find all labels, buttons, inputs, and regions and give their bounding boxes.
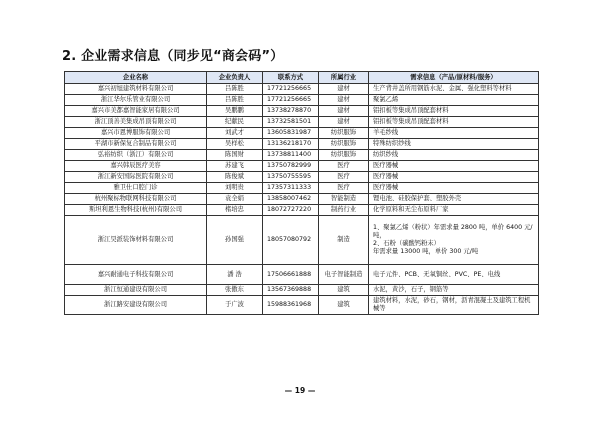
cell-industry: 建材 (319, 106, 369, 117)
cell-phone: 17357311333 (263, 183, 319, 194)
cell-need: 医疗器械 (369, 183, 539, 194)
table-row (65, 183, 539, 194)
table-row (65, 265, 539, 285)
cell-company-name: 浙江路安建设有限公司 (65, 296, 207, 315)
section-title: 2. 企业需求信息（同步见“商会码”） (62, 49, 284, 64)
cell-company-name: 浙江顶善美集成吊顶有限公司 (65, 117, 207, 128)
cell-industry: 建材 (319, 84, 369, 95)
table-row (65, 106, 539, 117)
cell-need: 化学原料和无尘布原料厂家 (369, 205, 539, 216)
cell-industry: 建材 (319, 95, 369, 106)
cell-need: 医疗器械 (369, 172, 539, 183)
table-row (65, 117, 539, 128)
cell-company-name: 浙江昊派装饰材料有限公司 (65, 216, 207, 265)
cell-phone: 17506661888 (263, 265, 319, 285)
cell-person: 孙国强 (207, 216, 263, 265)
cell-phone: 18057080792 (263, 216, 319, 265)
cell-phone: 13738278870 (263, 106, 319, 117)
cell-phone: 13750782999 (263, 161, 319, 172)
header-need: 需求信息（产品/原材料/服务） (369, 72, 539, 84)
cell-industry: 智能制造 (319, 194, 369, 205)
cell-company-name: 嘉兴市恩博服饰有限公司 (65, 128, 207, 139)
table-header-row (65, 72, 539, 84)
cell-company-name: 雅卫仕口腔门诊 (65, 183, 207, 194)
cell-person: 于广波 (207, 296, 263, 315)
cell-need: 铝扣板等集成吊顶配套材料 (369, 106, 539, 117)
cell-company-name: 平湖市新保复合制品有限公司 (65, 139, 207, 150)
cell-industry: 纺织服饰 (319, 150, 369, 161)
cell-company-name: 嘉兴韩辰医疗美容 (65, 161, 207, 172)
cell-industry: 建材 (319, 117, 369, 128)
table-row (65, 216, 539, 265)
cell-need: 纺织纱线 (369, 150, 539, 161)
table-row (65, 285, 539, 296)
table-row (65, 95, 539, 106)
cell-company-name: 嘉兴初旭建筑材料有限公司 (65, 84, 207, 95)
cell-industry: 医疗 (319, 183, 369, 194)
cell-person: 楮培忠 (207, 205, 263, 216)
cell-phone: 17721256665 (263, 84, 319, 95)
cell-need: 电子元件、PCB、无氧铜丝、PVC、PE、电线 (369, 265, 539, 285)
page-number-text: — 19 — (284, 386, 316, 395)
cell-industry: 制造 (319, 216, 369, 265)
cell-need: 建筑材料，水泥，砂石，钢材，沥青混凝土及建筑工程机械等 (369, 296, 539, 315)
cell-need: 聚氯乙烯 (369, 95, 539, 106)
cell-need: 羊毛纱线 (369, 128, 539, 139)
cell-company-name: 嘉兴耐通电子科技有限公司 (65, 265, 207, 285)
cell-company-name: 浙江恒通建设有限公司 (65, 285, 207, 296)
cell-person: 袁全娟 (207, 194, 263, 205)
cell-phone: 13732581501 (263, 117, 319, 128)
cell-company-name: 斯坦利恩生物科技(杭州)有限公司 (65, 205, 207, 216)
header-company-name: 企业名称 (65, 72, 207, 84)
table-row (65, 296, 539, 315)
cell-person: 吕陈胜 (207, 95, 263, 106)
cell-industry: 医疗 (319, 161, 369, 172)
cell-phone: 13567369888 (263, 285, 319, 296)
page-number (0, 386, 600, 395)
header-person: 企业负责人 (207, 72, 263, 84)
cell-person: 吴样松 (207, 139, 263, 150)
cell-person: 陈俊斌 (207, 172, 263, 183)
cell-phone: 15988361968 (263, 296, 319, 315)
table-row (65, 139, 539, 150)
table-row (65, 128, 539, 139)
cell-industry: 纺织服饰 (319, 139, 369, 150)
cell-person: 吕陈胜 (207, 84, 263, 95)
cell-industry: 医疗 (319, 172, 369, 183)
cell-phone: 13605831987 (263, 128, 319, 139)
cell-phone: 13858007462 (263, 194, 319, 205)
cell-phone: 18072727220 (263, 205, 319, 216)
cell-need: 水泥，黄沙，石子，钢筋等 (369, 285, 539, 296)
cell-person: 刘武才 (207, 128, 263, 139)
cell-company-name: 浙江新安国际医院有限公司 (65, 172, 207, 183)
header-industry: 所属行业 (319, 72, 369, 84)
table-row (65, 161, 539, 172)
cell-company-name: 浙江华尔乐管业有限公司 (65, 95, 207, 106)
cell-person: 刘明贵 (207, 183, 263, 194)
cell-company-name: 嘉兴市美都嘉智能家居有限公司 (65, 106, 207, 117)
cell-need: 生产背井盖所用钢筋水泥、金属、强化塑料等材料 (369, 84, 539, 95)
table-row (65, 84, 539, 95)
cell-person: 张傲东 (207, 285, 263, 296)
demand-table-wrapper (64, 71, 538, 315)
cell-person: 陈国财 (207, 150, 263, 161)
cell-person: 潘 浩 (207, 265, 263, 285)
cell-phone: 13750755595 (263, 172, 319, 183)
header-phone: 联系方式 (263, 72, 319, 84)
cell-phone: 13136218170 (263, 139, 319, 150)
table-row (65, 205, 539, 216)
cell-person: 吴鹏鹏 (207, 106, 263, 117)
cell-industry: 电子智能制造 (319, 265, 369, 285)
cell-industry: 纺织服饰 (319, 128, 369, 139)
table-row (65, 150, 539, 161)
cell-need: 医疗器械 (369, 161, 539, 172)
cell-company-name: 弘裕纺织（浙江）有限公司 (65, 150, 207, 161)
cell-need: 特殊纺织纱线 (369, 139, 539, 150)
cell-phone: 13738811400 (263, 150, 319, 161)
cell-industry: 制药行业 (319, 205, 369, 216)
cell-industry: 建筑 (319, 285, 369, 296)
cell-need: 1、聚氯乙烯（粉状）年需求量 2800 吨，单价 6400 元/吨， 2、石粉（碳酸钙粉末） 年需求量 13000 吨，单价 300 元/吨 (369, 216, 539, 265)
table-row (65, 172, 539, 183)
cell-need: 铝扣板等集成吊顶配套材料 (369, 117, 539, 128)
cell-industry: 建筑 (319, 296, 369, 315)
cell-person: 纪献民 (207, 117, 263, 128)
cell-phone: 17721256665 (263, 95, 319, 106)
cell-person: 苏建飞 (207, 161, 263, 172)
demand-table (64, 71, 539, 315)
table-row (65, 194, 539, 205)
cell-company-name: 杭州聚标物联网科技有限公司 (65, 194, 207, 205)
cell-need: 锂电池、硅胶保护套、塑胶外壳 (369, 194, 539, 205)
